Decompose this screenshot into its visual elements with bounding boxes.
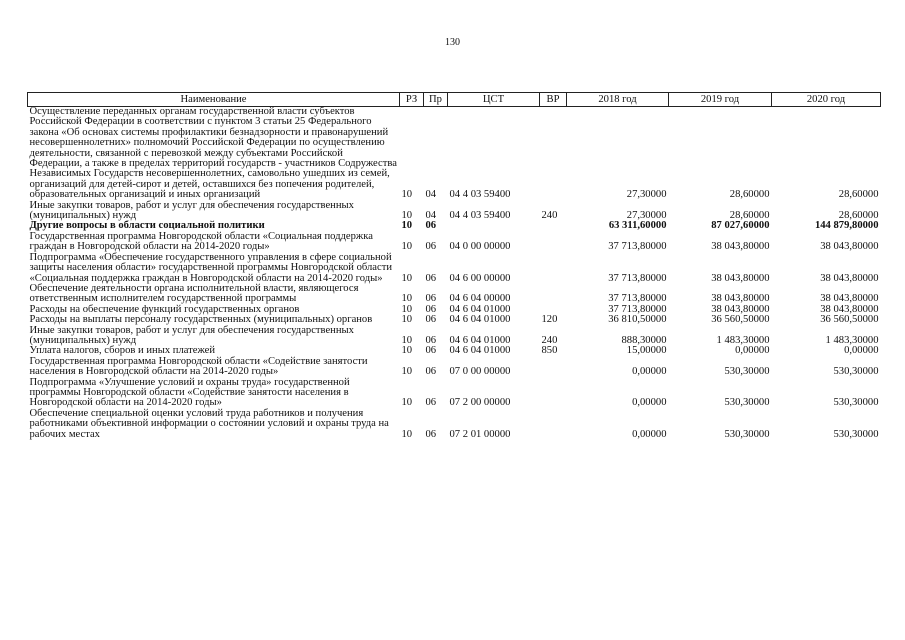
cell-rz: 10 [401, 303, 413, 315]
header-row [28, 93, 881, 107]
cell-2019: 87 027,60000 [711, 220, 770, 232]
cell-rz: 10 [401, 241, 413, 253]
cell-2020: 144 879,80000 [814, 220, 879, 232]
cell-2018: 37 713,80000 [608, 241, 667, 253]
cell-cst: 07 2 01 00000 [449, 428, 511, 440]
cell-vr: 850 [541, 345, 558, 357]
cell-2019: 36 560,50000 [711, 314, 770, 326]
header-pr: Пр [424, 93, 448, 107]
cell-vr: 240 [541, 210, 558, 222]
cell-rz: 10 [401, 428, 413, 440]
cell-2018: 36 810,50000 [608, 314, 667, 326]
cell-2020: 38 043,80000 [820, 293, 879, 305]
table-row [28, 378, 881, 409]
cell-name: Иные закупки товаров, работ и услуг для обеспечения государственных (муниципальных) нужд [29, 324, 354, 346]
cell-2020: 28,60000 [838, 189, 879, 201]
cell-name: Подпрограмма «Улучшение условий и охраны труда» государственной программы Новгородской области «Содействие занятости населения в Новгородской области на 2014-2020 годы» [29, 376, 350, 409]
cell-vr [540, 253, 567, 284]
cell-rz: 10 [401, 397, 413, 409]
cell-2020: 0,00000 [844, 345, 879, 357]
cell-rz: 10 [401, 314, 413, 326]
table-row [28, 253, 881, 284]
cell-rz: 10 [401, 345, 413, 357]
cell-vr [540, 221, 567, 231]
cell-2020: 530,30000 [833, 428, 879, 440]
cell-rz: 10 [401, 293, 413, 305]
cell-2018: 888,30000 [621, 334, 667, 346]
cell-cst: 07 0 00 00000 [449, 366, 511, 378]
cell-pr: 06 [425, 345, 437, 357]
cell-cst: 04 6 04 01000 [449, 303, 511, 315]
cell-pr: 06 [425, 241, 437, 253]
cell-2018: 15,00000 [626, 345, 667, 357]
cell-pr: 06 [425, 272, 437, 284]
header-2018: 2018 год [567, 93, 669, 107]
cell-rz: 10 [401, 220, 413, 232]
cell-pr: 06 [425, 303, 437, 315]
page-number: 130 [445, 37, 460, 48]
cell-cst: 04 6 00 00000 [449, 272, 511, 284]
cell-2018: 63 311,60000 [608, 220, 667, 232]
cell-vr: 120 [541, 314, 558, 326]
cell-2018: 0,00000 [632, 428, 667, 440]
cell-cst: 07 2 00 00000 [449, 397, 511, 409]
cell-name: Обеспечение деятельности органа исполнительной власти, являющегося ответственным исполнителем государственной программы [29, 282, 359, 305]
cell-name: Государственная программа Новгородской области «Социальная поддержка граждан в Новгородской области на 2014-2020 годы» [29, 230, 373, 253]
cell-cst [448, 221, 540, 231]
cell-cst: 04 6 04 01000 [449, 334, 511, 346]
cell-2019: 38 043,80000 [711, 241, 770, 253]
cell-2019: 530,30000 [724, 397, 770, 409]
cell-2018: 0,00000 [632, 366, 667, 378]
cell-pr: 06 [425, 220, 437, 232]
cell-name: Расходы на выплаты персоналу государственных (муниципальных) органов [29, 314, 373, 326]
table-row [28, 357, 881, 378]
header-rz: РЗ [400, 93, 424, 107]
cell-vr [540, 357, 567, 378]
cell-2020: 28,60000 [838, 210, 879, 222]
cell-name: Иные закупки товаров, работ и услуг для обеспечения государственных (муниципальных) нужд [29, 199, 354, 222]
cell-2018: 37 713,80000 [608, 272, 667, 284]
cell-name: Обеспечение специальной оценки условий труда работников и получения работниками объективной информации о состоянии условий и охраны труда на рабочих местах [29, 407, 389, 440]
cell-vr [540, 232, 567, 253]
cell-name: Осуществление переданных органам государственной власти субъектов Российской Федерации в соответствии с пунктом 3 статьи 25 Федерального закона «Об основах системы профилактики безнадзорности и правонарушений несовершеннолетних» полномочий Российской Федерации по осуществлению деятельности, связанной с перевозкой между субъектами Российской Федерации, а также в пределах территорий государств - участников Содружества Независимых Государств несовершеннолетних, самовольно ушедших из семей, организаций для детей-сирот и детей, оставшихся без попечения родителей, образовательных организаций и иных организаций [29, 106, 397, 201]
cell-name: Расходы на обеспечение функций государственных органов [29, 303, 300, 315]
cell-vr [540, 378, 567, 409]
cell-2020: 38 043,80000 [820, 241, 879, 253]
cell-2020: 530,30000 [833, 366, 879, 378]
cell-2019: 0,00000 [735, 345, 770, 357]
cell-name: Государственная программа Новгородской области «Содействие занятости населения в Новгородской области на 2014-2020 годы» [29, 355, 368, 378]
cell-rz: 10 [401, 189, 413, 201]
cell-cst: 04 4 03 59400 [449, 210, 511, 222]
cell-vr [540, 409, 567, 440]
cell-pr: 06 [425, 293, 437, 305]
cell-pr: 06 [425, 314, 437, 326]
table-row [28, 201, 881, 222]
cell-pr: 06 [425, 397, 437, 409]
cell-cst: 04 6 04 01000 [449, 345, 511, 357]
cell-rz: 10 [401, 366, 413, 378]
table-row [28, 409, 881, 440]
cell-vr [540, 284, 567, 305]
cell-name: Другие вопросы в области социальной политики [29, 220, 265, 232]
header-vr: ВР [540, 93, 567, 107]
cell-2019: 1 483,30000 [716, 334, 770, 346]
cell-pr: 04 [425, 189, 437, 201]
cell-2018: 37 713,80000 [608, 303, 667, 315]
table-row [28, 315, 881, 325]
cell-pr: 06 [425, 366, 437, 378]
header-cst: ЦСТ [448, 93, 540, 107]
cell-vr [540, 107, 567, 201]
cell-2019: 28,60000 [729, 189, 770, 201]
cell-2018: 27,30000 [626, 210, 667, 222]
cell-rz: 10 [401, 334, 413, 346]
table-row [28, 107, 881, 201]
header-2020: 2020 год [772, 93, 881, 107]
cell-name: Подпрограмма «Обеспечение государственного управления в сфере социальной защиты населения области» государственной программы Новгородской области «Социальная поддержка граждан в Новгородской области на 2014-2020 годы» [29, 251, 392, 284]
budget-table [27, 92, 881, 440]
cell-2019: 38 043,80000 [711, 293, 770, 305]
cell-2018: 27,30000 [626, 189, 667, 201]
cell-2018: 37 713,80000 [608, 293, 667, 305]
cell-rz: 10 [401, 272, 413, 284]
cell-2020: 36 560,50000 [820, 314, 879, 326]
cell-2020: 530,30000 [833, 397, 879, 409]
cell-2019: 28,60000 [729, 210, 770, 222]
cell-cst: 04 4 03 59400 [449, 189, 511, 201]
cell-rz: 10 [401, 210, 413, 222]
cell-vr: 240 [541, 334, 558, 346]
cell-2020: 38 043,80000 [820, 303, 879, 315]
table-row [28, 232, 881, 253]
cell-2020: 38 043,80000 [820, 272, 879, 284]
cell-2019: 38 043,80000 [711, 303, 770, 315]
cell-2019: 530,30000 [724, 366, 770, 378]
cell-cst: 04 6 04 01000 [449, 314, 511, 326]
cell-2018: 0,00000 [632, 397, 667, 409]
cell-pr: 06 [425, 428, 437, 440]
cell-pr: 04 [425, 210, 437, 222]
cell-cst: 04 0 00 00000 [449, 241, 511, 253]
cell-2019: 530,30000 [724, 428, 770, 440]
header-2019: 2019 год [669, 93, 772, 107]
table-row [28, 284, 881, 305]
header-name: Наименование [28, 93, 400, 107]
table-row [28, 326, 881, 347]
cell-cst: 04 6 04 00000 [449, 293, 511, 305]
cell-pr: 06 [425, 334, 437, 346]
cell-name: Уплата налогов, сборов и иных платежей [29, 345, 216, 357]
cell-2020: 1 483,30000 [825, 334, 879, 346]
cell-2019: 38 043,80000 [711, 272, 770, 284]
